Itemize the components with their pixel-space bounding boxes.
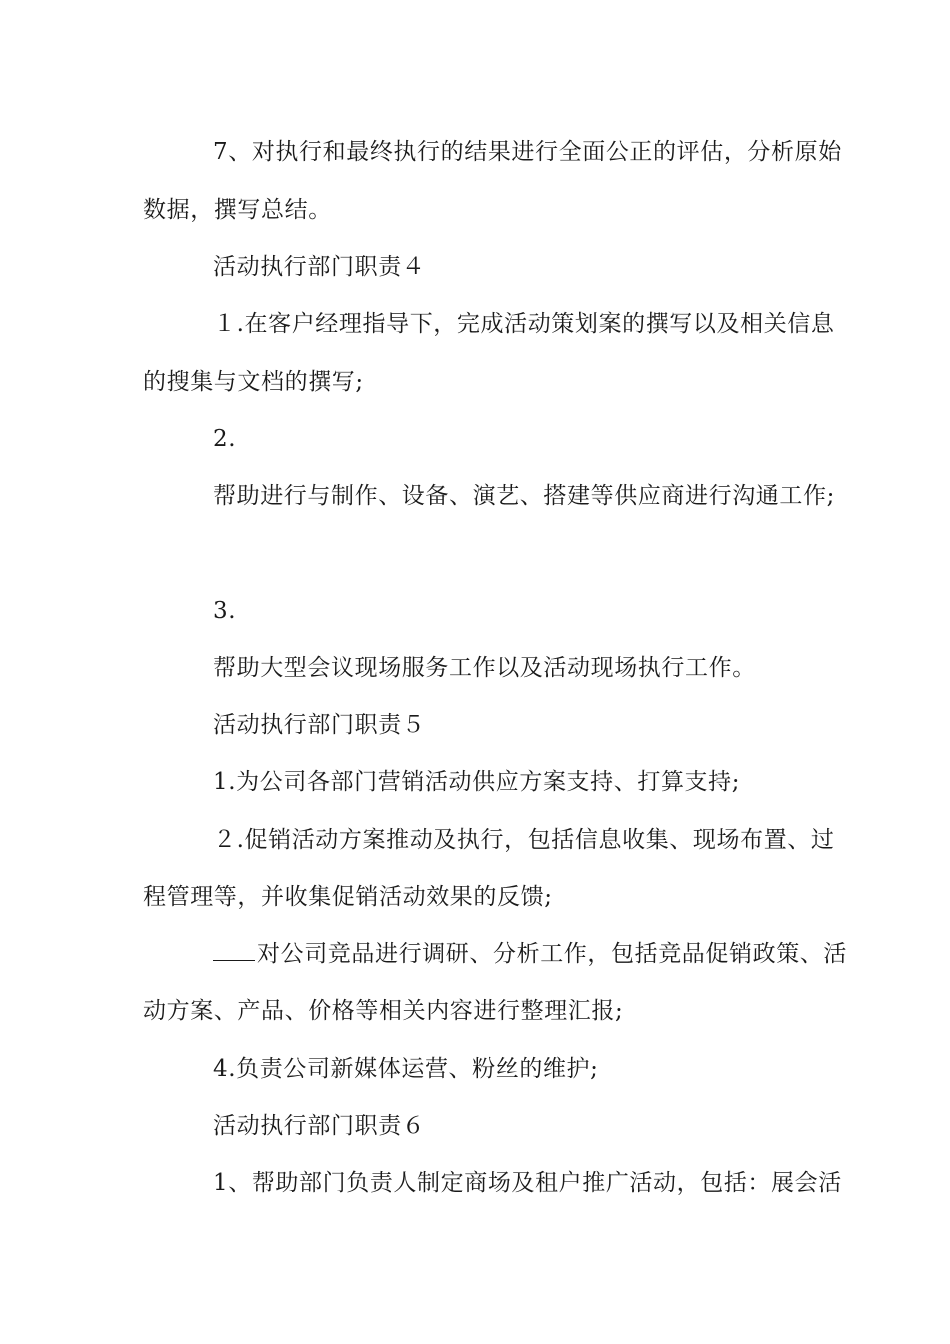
section-heading: 活动执行部门职责４ — [213, 254, 426, 280]
paragraph-line: 的搜集与文档的撰写; — [143, 369, 364, 395]
list-number: 3. — [213, 598, 237, 624]
paragraph-line: ２.促销活动方案推动及执行，包括信息收集、现场布置、过 — [213, 827, 835, 853]
paragraph-line: １.在客户经理指导下，完成活动策划案的撰写以及相关信息 — [213, 311, 835, 337]
paragraph-line: 程管理等，并收集促销活动效果的反馈; — [143, 884, 553, 910]
paragraph-line-with-blank — [213, 939, 847, 969]
paragraph-line: 帮助进行与制作、设备、演艺、搭建等供应商进行沟通工作; — [213, 483, 835, 509]
list-number: 2. — [213, 426, 237, 452]
paragraph-line: 7、对执行和最终执行的结果进行全面公正的评估，分析原始 — [213, 139, 842, 165]
section-heading: 活动执行部门职责６ — [213, 1113, 426, 1139]
paragraph-line: 帮助大型会议现场服务工作以及活动现场执行工作。 — [213, 655, 756, 681]
paragraph-line: 数据，撰写总结。 — [143, 197, 332, 223]
paragraph-line: 1、帮助部门负责人制定商场及租户推广活动，包括：展会活 — [213, 1170, 842, 1196]
paragraph-line: 动方案、产品、价格等相关内容进行整理汇报; — [143, 998, 624, 1024]
paragraph-line: 1.为公司各部门营销活动供应方案支持、打算支持; — [213, 769, 741, 795]
paragraph-text: 对公司竞品进行调研、分析工作，包括竞品促销政策、活 — [257, 941, 847, 967]
paragraph-line: 4.负责公司新媒体运营、粉丝的维护; — [213, 1056, 599, 1082]
fill-in-blank — [213, 940, 255, 961]
section-heading: 活动执行部门职责５ — [213, 712, 426, 738]
